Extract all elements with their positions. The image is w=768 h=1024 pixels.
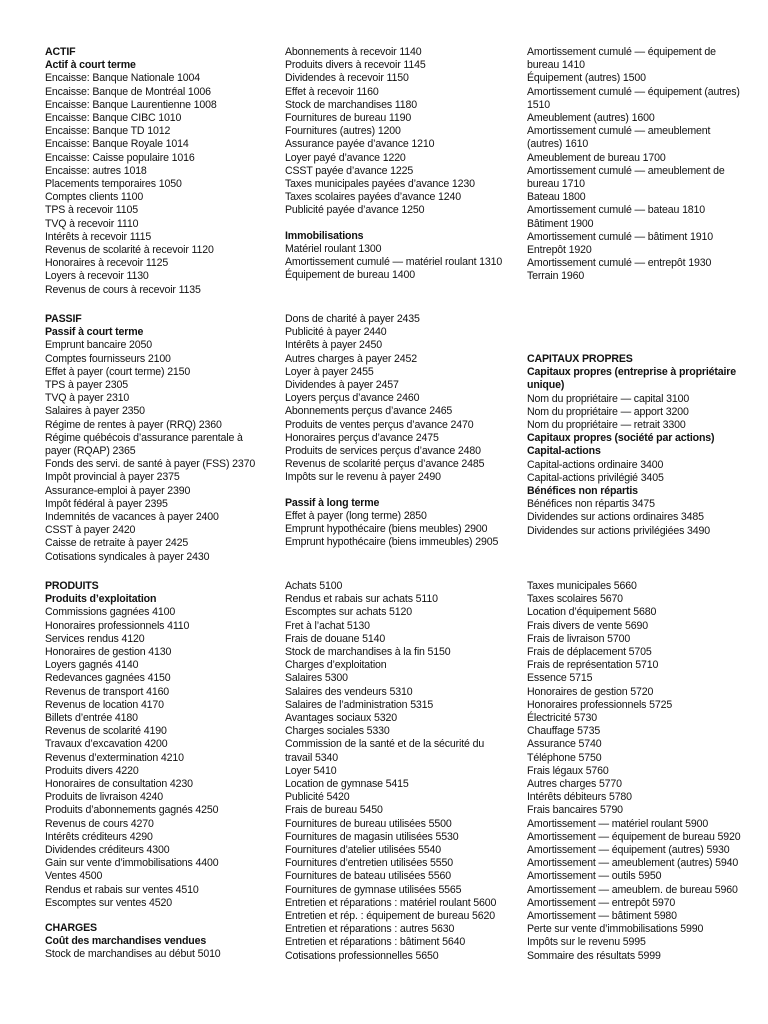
account-line: Charges d’exploitation — [285, 659, 387, 672]
account-line: Redevances gagnées 4150 — [45, 672, 171, 685]
account-line: TPS à payer 2305 — [45, 379, 128, 392]
account-line: Billets d’entrée 4180 — [45, 712, 138, 725]
account-line: Amortissement — matériel roulant 5900 — [527, 817, 709, 830]
account-line: Amortissement — ameublement (autres) 5940 — [527, 857, 739, 870]
account-line: Effet à recevoir 1160 — [285, 85, 379, 98]
account-line: Taxes municipales payées d’avance 1230 — [285, 178, 475, 191]
section-heading: CAPITAUX PROPRES — [527, 353, 633, 365]
account-line: Amortissement cumulé — bâtiment 1910 — [527, 230, 713, 243]
account-line: Publicité 5420 — [285, 791, 350, 804]
account-line: Escomptes sur achats 5120 — [285, 606, 412, 619]
account-line: Indemnités de vacances à payer 2400 — [45, 511, 219, 524]
account-line: Abonnements à recevoir 1140 — [285, 46, 422, 58]
subsection-heading: Passif à long terme — [285, 496, 380, 509]
account-line: CSST payée d’avance 1225 — [285, 164, 414, 177]
account-line: Nom du propriétaire — apport 3200 — [527, 405, 689, 418]
spacer — [285, 218, 510, 230]
account-line: Stock de marchandises 1180 — [285, 98, 417, 111]
subsection-heading: unique) — [527, 379, 565, 392]
account-line: Amortissement — ameublem. de bureau 5960 — [527, 883, 738, 896]
account-line: Impôt provincial à payer 2375 — [45, 471, 180, 484]
account-line: Bénéfices non répartis 3475 — [527, 498, 655, 511]
account-line: TVQ à recevoir 1110 — [45, 217, 139, 230]
account-line: Loyer 5410 — [285, 764, 337, 777]
account-line: Encaisse: Banque Royale 1014 — [45, 138, 189, 151]
account-line: Revenus de scolarité à recevoir 1120 — [45, 244, 214, 257]
account-line: Avantages sociaux 5320 — [285, 712, 397, 725]
account-line: Impôt fédéral à payer 2395 — [45, 497, 168, 510]
actif-block — [45, 46, 265, 297]
account-line: TVQ à payer 2310 — [45, 392, 130, 405]
account-line: Stock de marchandises à la fin 5150 — [285, 646, 451, 659]
account-line: Fournitures de magasin utilisées 5530 — [285, 830, 459, 843]
account-line: Fournitures d’entretien utilisées 5550 — [285, 857, 454, 870]
account-line: Fret à l’achat 5130 — [285, 619, 370, 632]
account-line: 1510 — [527, 98, 550, 111]
account-line: bureau 1710 — [527, 178, 585, 191]
account-line: Assurance payée d’avance 1210 — [285, 138, 435, 151]
account-line: Emprunt hypothécaire (biens immeubles) 2905 — [285, 536, 499, 549]
account-line: Salaires 5300 — [285, 672, 348, 685]
account-line: Fonds des servi. de santé à payer (FSS) 2370 — [45, 458, 256, 471]
account-line: Frais de représentation 5710 — [527, 659, 659, 672]
account-line: Produits divers à recevoir 1145 — [285, 59, 426, 72]
account-line: Dividendes à payer 2457 — [285, 379, 399, 392]
account-line: Amortissement cumulé — ameublement — [527, 125, 711, 138]
account-line: Intérêts à recevoir 1115 — [45, 230, 152, 243]
account-line: Placements temporaires 1050 — [45, 178, 182, 191]
account-line: Régime québécois d’assurance parentale à — [45, 431, 243, 444]
subsection-heading: Capitaux propres (société par actions) — [527, 432, 715, 445]
account-line: Fournitures de bureau 1190 — [285, 112, 412, 125]
account-line: Rendus et rabais sur ventes 4510 — [45, 883, 199, 896]
account-line: Entretien et rép. : équipement de bureau 5620 — [285, 910, 495, 923]
account-line: TPS à recevoir 1105 — [45, 204, 138, 217]
account-line: Autres charges 5770 — [527, 778, 622, 791]
account-line: Amortissement — entrepôt 5970 — [527, 896, 676, 909]
account-line: Escomptes sur ventes 4520 — [45, 896, 172, 909]
account-line: Travaux d’excavation 4200 — [45, 738, 168, 751]
account-line: CSST à payer 2420 — [45, 524, 136, 537]
account-line: Honoraires professionnels 4110 — [45, 619, 190, 632]
account-line: Matériel roulant 1300 — [285, 242, 382, 255]
charges-continued-block — [527, 580, 741, 963]
account-line: Terrain 1960 — [527, 270, 585, 283]
account-line: Intérêts créditeurs 4290 — [45, 830, 153, 843]
account-line: Revenus de cours 4270 — [45, 817, 154, 830]
account-line: Loyers à recevoir 1130 — [45, 270, 149, 283]
account-line: Autres charges à payer 2452 — [285, 352, 417, 365]
account-line: Honoraires de gestion 4130 — [45, 646, 172, 659]
account-line: Gain sur vente d’immobilisations 4400 — [45, 857, 219, 870]
account-line: Amortissement cumulé — équipement de — [527, 46, 716, 58]
account-line: Amortissement — bâtiment 5980 — [527, 910, 677, 923]
account-line: Régime de rentes à payer (RRQ) 2360 — [45, 418, 222, 431]
account-line: Encaisse: Banque de Montréal 1006 — [45, 85, 211, 98]
account-line: Nom du propriétaire — retrait 3300 — [527, 419, 686, 432]
section-heading: PASSIF — [45, 313, 82, 325]
account-line: Ameublement de bureau 1700 — [527, 151, 666, 164]
account-line: Amortissement cumulé — matériel roulant 1310 — [285, 256, 503, 269]
account-line: Électricité 5730 — [527, 712, 598, 725]
account-line: Honoraires professionnels 5725 — [527, 698, 673, 711]
spacer — [285, 485, 510, 497]
passif-continued-block — [285, 313, 510, 549]
account-line: Commissions gagnées 4100 — [45, 606, 176, 619]
subsection-heading: Actif à court terme — [45, 59, 136, 72]
account-line: Effet à payer (court terme) 2150 — [45, 365, 191, 378]
account-line: Fournitures (autres) 1200 — [285, 125, 401, 138]
account-line: Produits de services perçus d’avance 2480 — [285, 445, 481, 458]
account-line: Achats 5100 — [285, 580, 343, 592]
account-line: Frais de livraison 5700 — [527, 632, 631, 645]
account-line: Fournitures de bureau utilisées 5500 — [285, 817, 452, 830]
account-line: Frais de douane 5140 — [285, 632, 386, 645]
account-line: Amortissement cumulé — entrepôt 1930 — [527, 257, 712, 270]
account-line: Frais de bureau 5450 — [285, 804, 383, 817]
account-line: Cotisations professionnelles 5650 — [285, 949, 439, 962]
account-line: Location de gymnase 5415 — [285, 778, 409, 791]
account-line: Comptes clients 1100 — [45, 191, 144, 204]
account-line: Cotisations syndicales à payer 2430 — [45, 550, 210, 563]
account-line: Dividendes sur actions ordinaires 3485 — [527, 511, 704, 524]
account-line: Revenus d’extermination 4210 — [45, 751, 184, 764]
account-line: Entretien et réparations : matériel roulant 5600 — [285, 896, 497, 909]
account-line: Salaires à payer 2350 — [45, 405, 145, 418]
account-line: Revenus de location 4170 — [45, 698, 164, 711]
account-line: Produits de ventes perçus d’avance 2470 — [285, 418, 474, 431]
account-line: Salaires des vendeurs 5310 — [285, 685, 413, 698]
account-line: Dividendes créditeurs 4300 — [45, 844, 170, 857]
subsection-heading: Capital-actions — [527, 445, 601, 458]
account-line: Frais légaux 5760 — [527, 764, 609, 777]
subsection-heading: Bénéfices non répartis — [527, 485, 638, 498]
account-line: Caisse de retraite à payer 2425 — [45, 537, 189, 550]
account-line: Honoraires à recevoir 1125 — [45, 257, 169, 270]
account-line: Services rendus 4120 — [45, 632, 145, 645]
account-line: Loyers gagnés 4140 — [45, 659, 139, 672]
account-line: Bâtiment 1900 — [527, 217, 594, 230]
account-line: Honoraires de gestion 5720 — [527, 685, 654, 698]
subsection-heading: Passif à court terme — [45, 326, 144, 339]
account-line: Perte sur vente d’immobilisations 5990 — [527, 923, 704, 936]
account-line: Entretien et réparations : bâtiment 5640 — [285, 936, 466, 949]
account-line: Revenus de scolarité perçus d’avance 2485 — [285, 458, 485, 471]
account-line: Capital-actions privilégié 3405 — [527, 471, 664, 484]
account-line: Revenus de cours à recevoir 1135 — [45, 283, 201, 296]
account-line: Amortissement — équipement (autres) 5930 — [527, 844, 730, 857]
account-line: Encaisse: Caisse populaire 1016 — [45, 151, 195, 164]
account-line: Loyers perçus d’avance 2460 — [285, 392, 420, 405]
account-line: Produits divers 4220 — [45, 764, 139, 777]
account-line: Équipement (autres) 1500 — [527, 72, 646, 85]
account-line: Revenus de transport 4160 — [45, 685, 170, 698]
account-line: Fournitures de bateau utilisées 5560 — [285, 870, 451, 883]
account-line: Comptes fournisseurs 2100 — [45, 352, 171, 365]
account-line: travail 5340 — [285, 751, 338, 764]
account-line: Loyer à payer 2455 — [285, 365, 374, 378]
account-line: Nom du propriétaire — capital 3100 — [527, 392, 690, 405]
account-line: Commission de la santé et de la sécurité du — [285, 738, 485, 751]
account-line: Amortissement cumulé — équipement (autres) — [527, 85, 740, 98]
account-line: Location d’équipement 5680 — [527, 606, 657, 619]
spacer — [45, 910, 265, 922]
account-line: Taxes scolaires payées d’avance 1240 — [285, 191, 461, 204]
subsection-heading: Coût des marchandises vendues — [45, 935, 207, 948]
account-line: Dividendes sur actions privilégiées 3490 — [527, 524, 711, 537]
account-line: Encaisse: Banque Nationale 1004 — [45, 72, 200, 85]
section-heading: ACTIF — [45, 46, 76, 58]
subsection-heading: Immobilisations — [285, 229, 364, 242]
account-line: Honoraires de consultation 4230 — [45, 778, 193, 791]
account-line: Publicité à payer 2440 — [285, 326, 387, 339]
account-line: Amortissement cumulé — bateau 1810 — [527, 204, 706, 217]
passif-block — [45, 313, 265, 564]
charges-block — [285, 580, 510, 963]
account-line: Loyer payé d’avance 1220 — [285, 151, 406, 164]
account-line: Effet à payer (long terme) 2850 — [285, 509, 427, 522]
account-line: Bateau 1800 — [527, 191, 586, 204]
produits-block — [45, 580, 265, 962]
account-line: bureau 1410 — [527, 59, 585, 72]
account-line: Assurance-emploi à payer 2390 — [45, 484, 191, 497]
immobilisations-continued-block — [527, 46, 740, 284]
account-line: Entrepôt 1920 — [527, 244, 592, 257]
account-line: Emprunt bancaire 2050 — [45, 339, 152, 352]
account-line: Encaisse: autres 1018 — [45, 164, 147, 177]
account-line: Charges sociales 5330 — [285, 725, 390, 738]
account-line: Abonnements perçus d’avance 2465 — [285, 405, 453, 418]
account-line: Intérêts à payer 2450 — [285, 339, 382, 352]
account-line: Dividendes à recevoir 1150 — [285, 72, 409, 85]
account-line: payer (RQAP) 2365 — [45, 445, 136, 458]
account-line: Sommaire des résultats 5999 — [527, 949, 661, 962]
account-line: Encaisse: Banque TD 1012 — [45, 125, 171, 138]
account-line: Ventes 4500 — [45, 870, 103, 883]
account-line: Emprunt hypothécaire (biens meubles) 2900 — [285, 523, 488, 536]
account-line: Salaires de l’administration 5315 — [285, 698, 434, 711]
account-line: Fournitures de gymnase utilisées 5565 — [285, 883, 462, 896]
account-line: Encaisse: Banque CIBC 1010 — [45, 112, 182, 125]
account-line: Assurance 5740 — [527, 738, 602, 751]
account-line: Impôts sur le revenu à payer 2490 — [285, 471, 441, 484]
subsection-heading: Capitaux propres (entreprise à propriétaire — [527, 366, 737, 379]
section-heading: CHARGES — [45, 922, 97, 935]
capitaux-propres-block — [527, 353, 737, 538]
account-line: Intérêts débiteurs 5780 — [527, 791, 632, 804]
account-line: Publicité payée d’avance 1250 — [285, 204, 425, 217]
account-line: Frais divers de vente 5690 — [527, 619, 648, 632]
account-line: Équipement de bureau 1400 — [285, 269, 415, 282]
account-line: Taxes municipales 5660 — [527, 580, 637, 592]
account-line: Capital-actions ordinaire 3400 — [527, 458, 664, 471]
account-line: Rendus et rabais sur achats 5110 — [285, 593, 438, 606]
account-line: Honoraires perçus d’avance 2475 — [285, 431, 439, 444]
account-line: Frais de déplacement 5705 — [527, 646, 652, 659]
account-line: Essence 5715 — [527, 672, 593, 685]
account-line: Revenus de scolarité 4190 — [45, 725, 167, 738]
account-line: Fournitures d’atelier utilisées 5540 — [285, 844, 441, 857]
account-line: Taxes scolaires 5670 — [527, 593, 623, 606]
account-line: Frais bancaires 5790 — [527, 804, 623, 817]
account-line: Chauffage 5735 — [527, 725, 601, 738]
account-line: Produits de livraison 4240 — [45, 791, 164, 804]
account-line: Amortissement — équipement de bureau 5920 — [527, 830, 741, 843]
account-line: Dons de charité à payer 2435 — [285, 313, 420, 325]
account-line: Entretien et réparations : autres 5630 — [285, 923, 455, 936]
account-line: (autres) 1610 — [527, 138, 589, 151]
account-line: Téléphone 5750 — [527, 751, 602, 764]
account-line: Amortissement — outils 5950 — [527, 870, 662, 883]
subsection-heading: Produits d’exploitation — [45, 593, 157, 606]
account-line: Produits d’abonnements gagnés 4250 — [45, 804, 219, 817]
account-line: Ameublement (autres) 1600 — [527, 112, 655, 125]
actif-continued-block — [285, 46, 510, 282]
account-line: Encaisse: Banque Laurentienne 1008 — [45, 98, 217, 111]
account-line: Stock de marchandises au début 5010 — [45, 948, 221, 961]
section-heading: PRODUITS — [45, 580, 99, 592]
account-line: Impôts sur le revenu 5995 — [527, 936, 646, 949]
account-line: Amortissement cumulé — ameublement de — [527, 164, 725, 177]
